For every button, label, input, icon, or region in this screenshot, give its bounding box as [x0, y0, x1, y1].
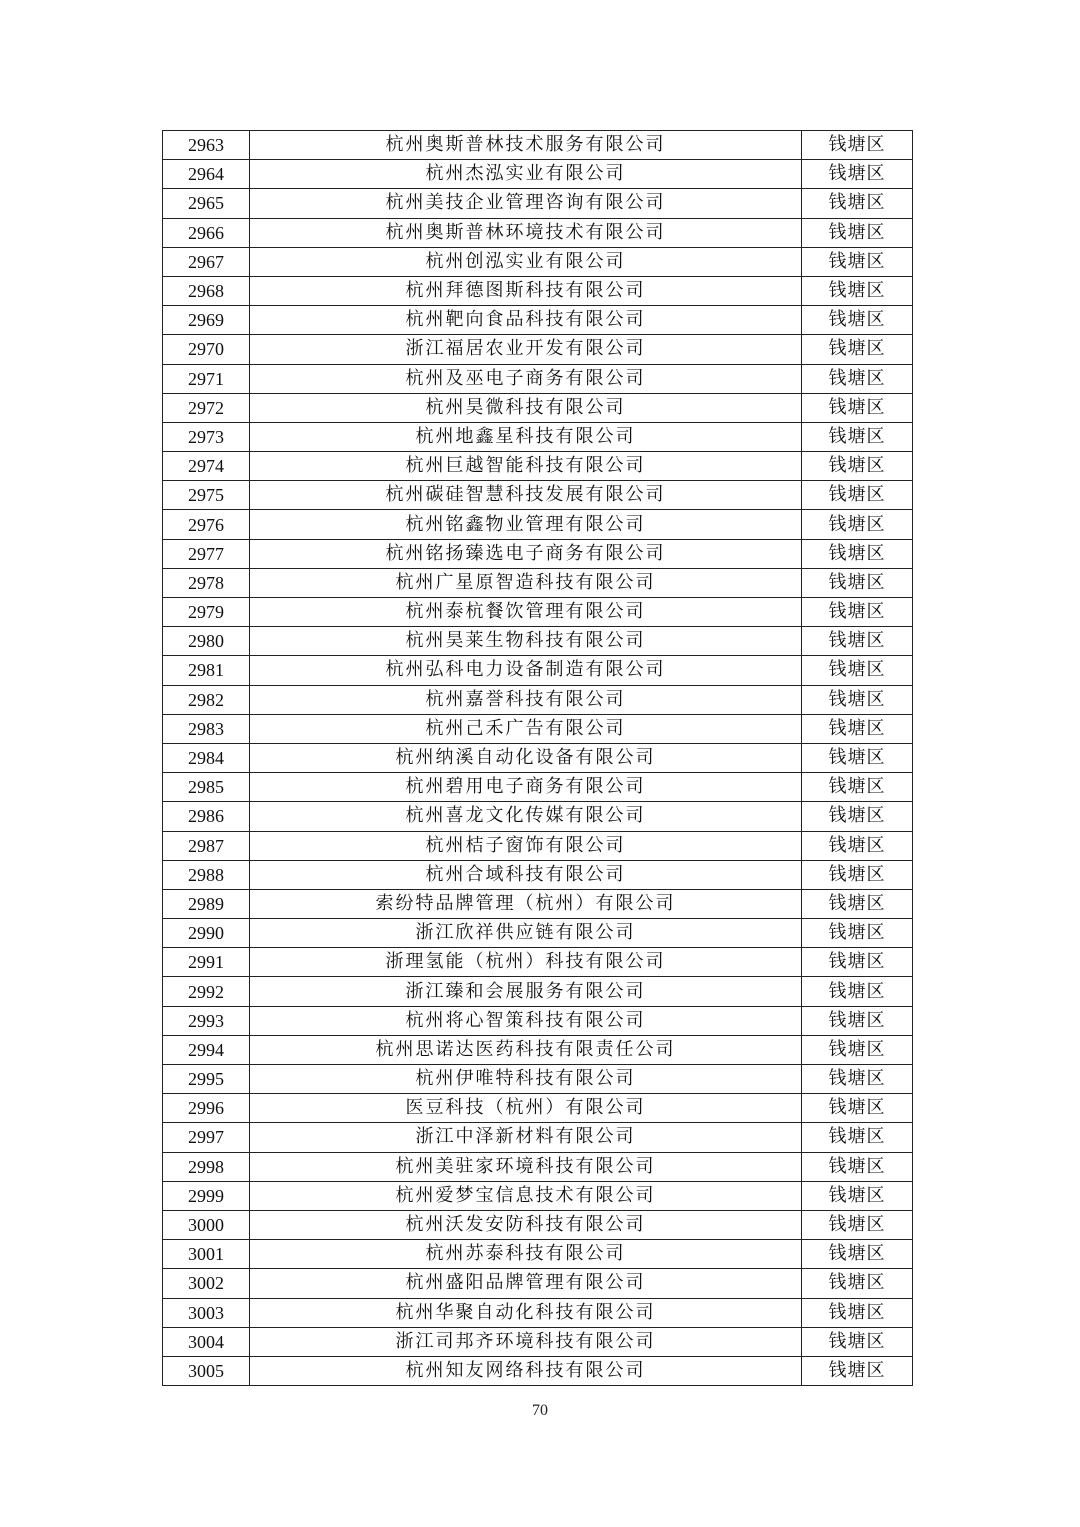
company-name-cell: 杭州地鑫星科技有限公司 [250, 422, 802, 451]
table-row [163, 452, 913, 481]
company-name-cell: 杭州爱梦宝信息技术有限公司 [250, 1181, 802, 1210]
company-name-cell: 浙江司邦齐环境科技有限公司 [250, 1327, 802, 1356]
company-name-cell: 杭州盛阳品牌管理有限公司 [250, 1269, 802, 1298]
district-cell: 钱塘区 [802, 598, 913, 627]
row-number-cell: 3001 [163, 1240, 250, 1269]
table-row [163, 276, 913, 305]
district-cell: 钱塘区 [802, 948, 913, 977]
company-name-cell: 杭州知友网络科技有限公司 [250, 1356, 802, 1385]
company-name-cell: 杭州桔子窗饰有限公司 [250, 831, 802, 860]
table-row [163, 422, 913, 451]
company-name-cell: 杭州美驻家环境科技有限公司 [250, 1152, 802, 1181]
company-name-cell: 杭州铭扬臻选电子商务有限公司 [250, 539, 802, 568]
district-cell: 钱塘区 [802, 1181, 913, 1210]
district-cell: 钱塘区 [802, 1123, 913, 1152]
row-number-cell: 2978 [163, 568, 250, 597]
district-cell: 钱塘区 [802, 1269, 913, 1298]
table-row [163, 685, 913, 714]
company-name-cell: 杭州杰泓实业有限公司 [250, 160, 802, 189]
district-cell: 钱塘区 [802, 1035, 913, 1064]
row-number-cell: 3000 [163, 1210, 250, 1239]
company-name-cell: 索纷特品牌管理（杭州）有限公司 [250, 889, 802, 918]
district-cell: 钱塘区 [802, 306, 913, 335]
table-row [163, 977, 913, 1006]
company-name-cell: 医豆科技（杭州）有限公司 [250, 1094, 802, 1123]
district-cell: 钱塘区 [802, 889, 913, 918]
row-number-cell: 2987 [163, 831, 250, 860]
company-name-cell: 杭州及巫电子商务有限公司 [250, 364, 802, 393]
row-number-cell: 2973 [163, 422, 250, 451]
district-cell: 钱塘区 [802, 1094, 913, 1123]
district-cell: 钱塘区 [802, 802, 913, 831]
row-number-cell: 2979 [163, 598, 250, 627]
district-cell: 钱塘区 [802, 743, 913, 772]
district-cell: 钱塘区 [802, 1210, 913, 1239]
company-name-cell: 杭州伊唯特科技有限公司 [250, 1065, 802, 1094]
row-number-cell: 2969 [163, 306, 250, 335]
district-cell: 钱塘区 [802, 773, 913, 802]
row-number-cell: 3005 [163, 1356, 250, 1385]
table-row [163, 889, 913, 918]
company-name-cell: 杭州拜德图斯科技有限公司 [250, 276, 802, 305]
district-cell: 钱塘区 [802, 1327, 913, 1356]
row-number-cell: 3003 [163, 1298, 250, 1327]
page-number: 70 [532, 1402, 548, 1419]
row-number-cell: 2999 [163, 1181, 250, 1210]
table-row [163, 1065, 913, 1094]
district-cell: 钱塘区 [802, 539, 913, 568]
district-cell: 钱塘区 [802, 568, 913, 597]
row-number-cell: 2988 [163, 860, 250, 889]
company-name-cell: 杭州奥斯普林技术服务有限公司 [250, 131, 802, 160]
row-number-cell: 2970 [163, 335, 250, 364]
row-number-cell: 2998 [163, 1152, 250, 1181]
row-number-cell: 2977 [163, 539, 250, 568]
district-cell: 钱塘区 [802, 452, 913, 481]
row-number-cell: 2986 [163, 802, 250, 831]
table-row [163, 510, 913, 539]
company-name-cell: 浙江福居农业开发有限公司 [250, 335, 802, 364]
district-cell: 钱塘区 [802, 919, 913, 948]
district-cell: 钱塘区 [802, 831, 913, 860]
district-cell: 钱塘区 [802, 218, 913, 247]
company-name-cell: 杭州昊莱生物科技有限公司 [250, 627, 802, 656]
district-cell: 钱塘区 [802, 160, 913, 189]
row-number-cell: 2968 [163, 276, 250, 305]
company-name-cell: 浙江中泽新材料有限公司 [250, 1123, 802, 1152]
table-row [163, 1006, 913, 1035]
table-row [163, 393, 913, 422]
row-number-cell: 2983 [163, 714, 250, 743]
table-row [163, 218, 913, 247]
row-number-cell: 2991 [163, 948, 250, 977]
row-number-cell: 2985 [163, 773, 250, 802]
district-cell: 钱塘区 [802, 627, 913, 656]
district-cell: 钱塘区 [802, 131, 913, 160]
company-name-cell: 杭州碳硅智慧科技发展有限公司 [250, 481, 802, 510]
table-row [163, 1298, 913, 1327]
company-name-cell: 杭州创泓实业有限公司 [250, 247, 802, 276]
company-name-cell: 杭州己禾广告有限公司 [250, 714, 802, 743]
row-number-cell: 2971 [163, 364, 250, 393]
table-row [163, 189, 913, 218]
row-number-cell: 2992 [163, 977, 250, 1006]
row-number-cell: 2995 [163, 1065, 250, 1094]
company-name-cell: 杭州纳溪自动化设备有限公司 [250, 743, 802, 772]
company-name-cell: 杭州靶向食品科技有限公司 [250, 306, 802, 335]
row-number-cell: 2994 [163, 1035, 250, 1064]
table-row [163, 773, 913, 802]
district-cell: 钱塘区 [802, 247, 913, 276]
district-cell: 钱塘区 [802, 1152, 913, 1181]
company-name-cell: 杭州昊微科技有限公司 [250, 393, 802, 422]
table-row [163, 481, 913, 510]
table-row [163, 831, 913, 860]
district-cell: 钱塘区 [802, 860, 913, 889]
row-number-cell: 3004 [163, 1327, 250, 1356]
table-row [163, 1152, 913, 1181]
row-number-cell: 2997 [163, 1123, 250, 1152]
row-number-cell: 2967 [163, 247, 250, 276]
table-row [163, 1356, 913, 1385]
company-name-cell: 杭州沃发安防科技有限公司 [250, 1210, 802, 1239]
table-row [163, 860, 913, 889]
table-row [163, 539, 913, 568]
district-cell: 钱塘区 [802, 1298, 913, 1327]
row-number-cell: 2984 [163, 743, 250, 772]
table-row [163, 131, 913, 160]
table-row [163, 1094, 913, 1123]
row-number-cell: 2982 [163, 685, 250, 714]
row-number-cell: 2963 [163, 131, 250, 160]
table-row [163, 306, 913, 335]
table-row [163, 1035, 913, 1064]
company-name-cell: 浙理氢能（杭州）科技有限公司 [250, 948, 802, 977]
company-name-cell: 杭州华聚自动化科技有限公司 [250, 1298, 802, 1327]
company-name-cell: 杭州喜龙文化传媒有限公司 [250, 802, 802, 831]
district-cell: 钱塘区 [802, 1065, 913, 1094]
row-number-cell: 2990 [163, 919, 250, 948]
table-row [163, 1123, 913, 1152]
district-cell: 钱塘区 [802, 1356, 913, 1385]
district-cell: 钱塘区 [802, 364, 913, 393]
row-number-cell: 2993 [163, 1006, 250, 1035]
table-row [163, 1327, 913, 1356]
table-row [163, 714, 913, 743]
row-number-cell: 2966 [163, 218, 250, 247]
table-row [163, 335, 913, 364]
table-row [163, 656, 913, 685]
company-name-cell: 杭州美技企业管理咨询有限公司 [250, 189, 802, 218]
table-row [163, 160, 913, 189]
district-cell: 钱塘区 [802, 1006, 913, 1035]
district-cell: 钱塘区 [802, 977, 913, 1006]
company-name-cell: 杭州碧用电子商务有限公司 [250, 773, 802, 802]
company-name-cell: 杭州将心智策科技有限公司 [250, 1006, 802, 1035]
company-name-cell: 杭州苏泰科技有限公司 [250, 1240, 802, 1269]
company-name-cell: 杭州泰杭餐饮管理有限公司 [250, 598, 802, 627]
table-row [163, 1240, 913, 1269]
company-name-cell: 杭州铭鑫物业管理有限公司 [250, 510, 802, 539]
row-number-cell: 2972 [163, 393, 250, 422]
table-row [163, 568, 913, 597]
row-number-cell: 2989 [163, 889, 250, 918]
company-name-cell: 浙江欣祥供应链有限公司 [250, 919, 802, 948]
row-number-cell: 2964 [163, 160, 250, 189]
company-name-cell: 杭州弘科电力设备制造有限公司 [250, 656, 802, 685]
row-number-cell: 3002 [163, 1269, 250, 1298]
row-number-cell: 2980 [163, 627, 250, 656]
table-row [163, 1269, 913, 1298]
company-list-body [163, 131, 913, 1386]
table-row [163, 364, 913, 393]
company-name-cell: 杭州奥斯普林环境技术有限公司 [250, 218, 802, 247]
district-cell: 钱塘区 [802, 422, 913, 451]
row-number-cell: 2965 [163, 189, 250, 218]
district-cell: 钱塘区 [802, 510, 913, 539]
company-name-cell: 杭州合域科技有限公司 [250, 860, 802, 889]
table-row [163, 948, 913, 977]
table-row [163, 598, 913, 627]
company-name-cell: 杭州思诺达医药科技有限责任公司 [250, 1035, 802, 1064]
company-name-cell: 杭州嘉誉科技有限公司 [250, 685, 802, 714]
table-row [163, 1181, 913, 1210]
district-cell: 钱塘区 [802, 189, 913, 218]
row-number-cell: 2975 [163, 481, 250, 510]
company-name-cell: 浙江臻和会展服务有限公司 [250, 977, 802, 1006]
district-cell: 钱塘区 [802, 481, 913, 510]
district-cell: 钱塘区 [802, 335, 913, 364]
district-cell: 钱塘区 [802, 393, 913, 422]
table-row [163, 627, 913, 656]
table-row [163, 802, 913, 831]
table-row [163, 919, 913, 948]
row-number-cell: 2996 [163, 1094, 250, 1123]
table-row [163, 1210, 913, 1239]
row-number-cell: 2976 [163, 510, 250, 539]
table-row [163, 247, 913, 276]
company-name-cell: 杭州广星原智造科技有限公司 [250, 568, 802, 597]
district-cell: 钱塘区 [802, 276, 913, 305]
row-number-cell: 2981 [163, 656, 250, 685]
district-cell: 钱塘区 [802, 1240, 913, 1269]
company-list-table [162, 130, 913, 1386]
district-cell: 钱塘区 [802, 714, 913, 743]
district-cell: 钱塘区 [802, 685, 913, 714]
company-name-cell: 杭州巨越智能科技有限公司 [250, 452, 802, 481]
row-number-cell: 2974 [163, 452, 250, 481]
district-cell: 钱塘区 [802, 656, 913, 685]
table-row [163, 743, 913, 772]
